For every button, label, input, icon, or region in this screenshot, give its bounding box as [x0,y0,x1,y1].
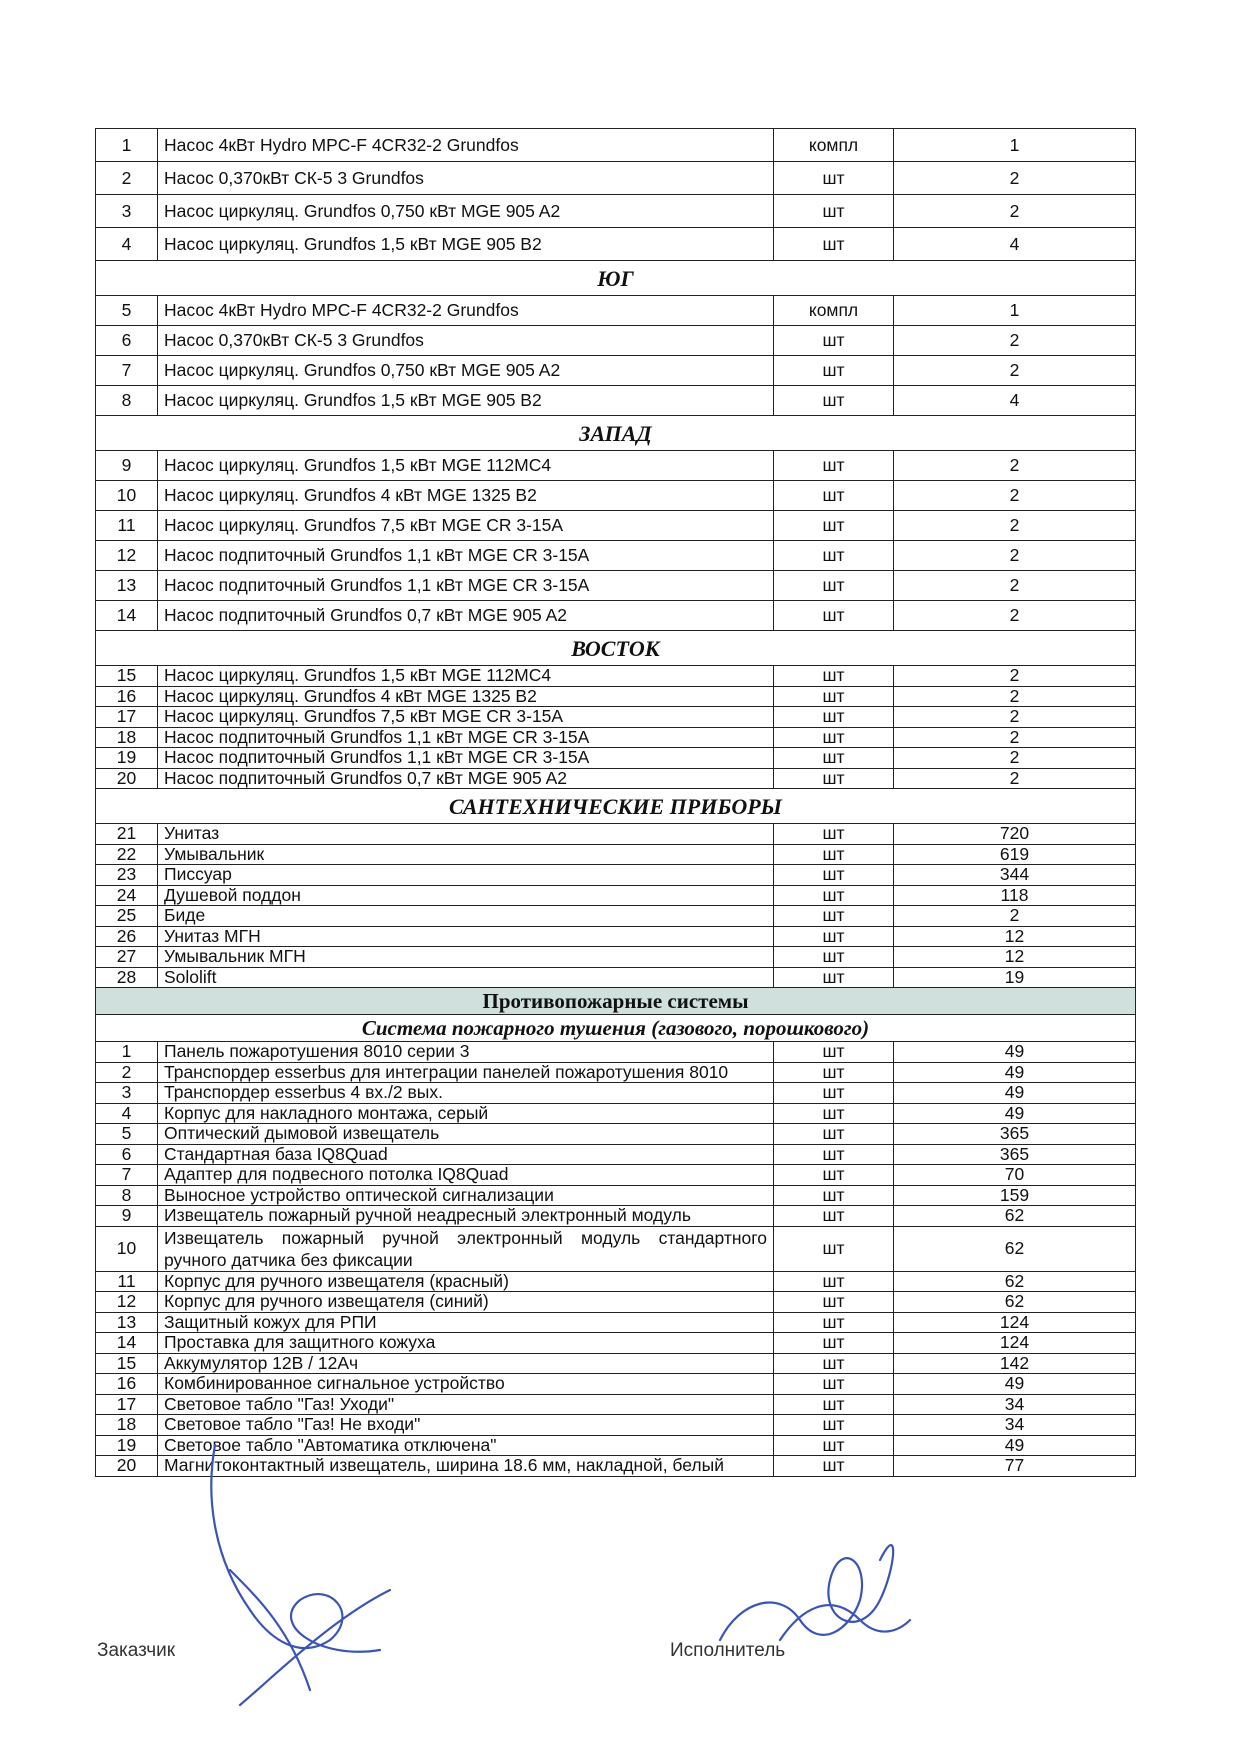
row-number: 5 [96,1124,158,1145]
table-row [96,195,1136,228]
table-row [96,129,1136,162]
section-header-row [96,631,1136,666]
row-number: 12 [96,541,158,571]
table-row [96,1333,1136,1354]
table-row [96,1435,1136,1456]
row-number: 19 [96,1435,158,1456]
row-quantity: 2 [894,768,1136,789]
row-item-name: Насос циркуляц. Grundfos 0,750 кВт MGE 905 A2 [158,356,774,386]
row-unit: шт [774,1124,894,1145]
row-number: 10 [96,481,158,511]
table-row [96,1292,1136,1313]
row-quantity: 142 [894,1353,1136,1374]
table-row [96,1124,1136,1145]
table-row [96,162,1136,195]
row-quantity: 49 [894,1374,1136,1395]
row-quantity: 124 [894,1333,1136,1354]
row-item-name: Корпус для ручного извещателя (красный) [158,1271,774,1292]
row-number: 1 [96,1042,158,1063]
row-quantity: 2 [894,162,1136,195]
row-quantity: 2 [894,571,1136,601]
row-quantity: 344 [894,865,1136,886]
row-unit: шт [774,926,894,947]
table-row [96,511,1136,541]
row-unit: шт [774,326,894,356]
row-item-name: Насос циркуляц. Grundfos 1,5 кВт MGE 905 B2 [158,386,774,416]
row-number: 15 [96,666,158,687]
row-quantity: 34 [894,1394,1136,1415]
row-item-name: Биде [158,906,774,927]
row-unit: шт [774,511,894,541]
table-row [96,768,1136,789]
table-row [96,707,1136,728]
table-row [96,865,1136,886]
row-number: 3 [96,1083,158,1104]
row-item-name: Насос циркуляц. Grundfos 1,5 кВт MGE 112MC4 [158,666,774,687]
table-row [96,1226,1136,1271]
row-number: 18 [96,1415,158,1436]
row-quantity: 1 [894,296,1136,326]
row-unit: шт [774,1415,894,1436]
row-unit: шт [774,707,894,728]
table-row [96,844,1136,865]
table-row [96,1206,1136,1227]
row-unit: шт [774,1394,894,1415]
row-number: 17 [96,707,158,728]
row-number: 4 [96,228,158,261]
row-number: 7 [96,1165,158,1186]
row-item-name: Умывальник МГН [158,947,774,968]
row-unit: шт [774,541,894,571]
row-quantity: 19 [894,967,1136,988]
row-item-name: Световое табло "Газ! Уходи" [158,1394,774,1415]
row-quantity: 365 [894,1124,1136,1145]
row-number: 9 [96,1206,158,1227]
row-item-name: Насос 4кВт Hydro MPC-F 4CR32-2 Grundfos [158,129,774,162]
row-item-name: Световое табло "Автоматика отключена" [158,1435,774,1456]
row-quantity: 62 [894,1226,1136,1271]
row-item-name: Панель пожаротушения 8010 серии 3 [158,1042,774,1063]
section-title: ВОСТОК [96,631,1136,666]
row-number: 1 [96,129,158,162]
row-number: 24 [96,885,158,906]
table-row [96,748,1136,769]
table-row [96,1144,1136,1165]
section-title: САНТЕХНИЧЕСКИЕ ПРИБОРЫ [96,789,1136,824]
row-quantity: 2 [894,666,1136,687]
table-row [96,296,1136,326]
row-number: 2 [96,162,158,195]
row-quantity: 62 [894,1292,1136,1313]
row-number: 7 [96,356,158,386]
row-quantity: 2 [894,601,1136,631]
row-item-name: Насос подпиточный Grundfos 1,1 кВт MGE CR 3-15A [158,541,774,571]
row-number: 20 [96,768,158,789]
section-title: ЗАПАД [96,416,1136,451]
row-number: 4 [96,1103,158,1124]
row-unit: шт [774,162,894,195]
row-item-name: Насос циркуляц. Grundfos 1,5 кВт MGE 905 B2 [158,228,774,261]
row-unit: шт [774,1226,894,1271]
row-quantity: 2 [894,727,1136,748]
row-unit: шт [774,844,894,865]
row-number: 18 [96,727,158,748]
row-number: 20 [96,1456,158,1477]
row-number: 10 [96,1226,158,1271]
row-quantity: 2 [894,686,1136,707]
row-item-name: Транспордер esserbus 4 вх./2 вых. [158,1083,774,1104]
row-item-name: Sololift [158,967,774,988]
row-unit: шт [774,824,894,845]
row-unit: шт [774,906,894,927]
row-unit: шт [774,967,894,988]
row-number: 11 [96,511,158,541]
row-unit: шт [774,1144,894,1165]
row-item-name: Унитаз [158,824,774,845]
row-unit: шт [774,356,894,386]
row-unit: шт [774,1374,894,1395]
contractor-label: Исполнитель [670,1640,786,1661]
row-quantity: 12 [894,926,1136,947]
row-item-name: Адаптер для подвесного потолка IQ8Quad [158,1165,774,1186]
row-item-name: Извещатель пожарный ручной электронный модуль стандартного ручного датчика без фиксации [158,1226,774,1271]
row-unit: шт [774,885,894,906]
row-number: 14 [96,1333,158,1354]
row-unit: шт [774,666,894,687]
section-header-row [96,988,1136,1015]
row-item-name: Стандартная база IQ8Quad [158,1144,774,1165]
row-item-name: Аккумулятор 12В / 12Ач [158,1353,774,1374]
row-number: 27 [96,947,158,968]
row-unit: шт [774,195,894,228]
table-row [96,947,1136,968]
table-row [96,1456,1136,1477]
row-item-name: Световое табло "Газ! Не входи" [158,1415,774,1436]
row-quantity: 118 [894,885,1136,906]
row-unit: шт [774,1042,894,1063]
row-unit: шт [774,1062,894,1083]
table-row [96,1271,1136,1292]
row-unit: шт [774,947,894,968]
row-unit: шт [774,1103,894,1124]
row-unit: шт [774,1312,894,1333]
table-row [96,356,1136,386]
table-row [96,1083,1136,1104]
row-item-name: Насос циркуляц. Grundfos 0,750 кВт MGE 905 A2 [158,195,774,228]
row-quantity: 619 [894,844,1136,865]
row-unit: шт [774,601,894,631]
row-unit: шт [774,1456,894,1477]
row-item-name: Насос 4кВт Hydro MPC-F 4CR32-2 Grundfos [158,296,774,326]
row-quantity: 49 [894,1083,1136,1104]
row-item-name: Насос 0,370кВт СК-5 3 Grundfos [158,326,774,356]
row-item-name: Насос циркуляц. Grundfos 4 кВт MGE 1325 B2 [158,481,774,511]
table-row [96,1312,1136,1333]
table-row [96,1042,1136,1063]
row-unit: шт [774,1333,894,1354]
row-item-name: Защитный кожух для РПИ [158,1312,774,1333]
table-row [96,686,1136,707]
row-quantity: 62 [894,1271,1136,1292]
specification-table-body [96,129,1136,1477]
row-unit: шт [774,1271,894,1292]
row-number: 16 [96,1374,158,1395]
row-quantity: 2 [894,195,1136,228]
table-row [96,228,1136,261]
row-unit: шт [774,1435,894,1456]
table-row [96,601,1136,631]
row-quantity: 2 [894,511,1136,541]
row-quantity: 49 [894,1042,1136,1063]
row-unit: шт [774,1185,894,1206]
row-quantity: 49 [894,1103,1136,1124]
table-row [96,1062,1136,1083]
row-number: 5 [96,296,158,326]
category-title: Противопожарные системы [96,988,1136,1015]
row-item-name: Насос подпиточный Grundfos 0,7 кВт MGE 905 A2 [158,601,774,631]
row-quantity: 2 [894,451,1136,481]
table-row [96,1374,1136,1395]
subcategory-title: Система пожарного тушения (газового, порошкового) [96,1015,1136,1042]
row-number: 13 [96,1312,158,1333]
table-row [96,451,1136,481]
row-quantity: 2 [894,707,1136,728]
row-quantity: 1 [894,129,1136,162]
row-number: 9 [96,451,158,481]
row-item-name: Насос подпиточный Grundfos 1,1 кВт MGE CR 3-15A [158,727,774,748]
section-header-row [96,416,1136,451]
row-item-name: Корпус для ручного извещателя (синий) [158,1292,774,1313]
table-row [96,727,1136,748]
row-quantity: 720 [894,824,1136,845]
table-row [96,1103,1136,1124]
customer-signature-icon [211,1445,390,1705]
table-row [96,326,1136,356]
table-row [96,541,1136,571]
table-row [96,1185,1136,1206]
row-item-name: Насос циркуляц. Grundfos 1,5 кВт MGE 112MC4 [158,451,774,481]
section-header-row [96,789,1136,824]
row-quantity: 124 [894,1312,1136,1333]
row-unit: шт [774,571,894,601]
row-item-name: Насос циркуляц. Grundfos 7,5 кВт MGE CR 3-15A [158,511,774,541]
row-unit: шт [774,1206,894,1227]
row-number: 17 [96,1394,158,1415]
row-item-name: Выносное устройство оптической сигнализации [158,1185,774,1206]
table-row [96,571,1136,601]
table-row [96,885,1136,906]
row-quantity: 2 [894,906,1136,927]
table-row [96,1165,1136,1186]
row-number: 21 [96,824,158,845]
table-row [96,1394,1136,1415]
table-row [96,824,1136,845]
row-unit: компл [774,296,894,326]
row-quantity: 12 [894,947,1136,968]
row-quantity: 159 [894,1185,1136,1206]
row-quantity: 2 [894,541,1136,571]
row-quantity: 4 [894,386,1136,416]
table-row [96,481,1136,511]
row-number: 14 [96,601,158,631]
row-number: 25 [96,906,158,927]
row-unit: шт [774,727,894,748]
row-unit: шт [774,1165,894,1186]
row-quantity: 49 [894,1435,1136,1456]
row-number: 8 [96,386,158,416]
table-row [96,926,1136,947]
row-number: 28 [96,967,158,988]
row-unit: шт [774,451,894,481]
row-item-name: Транспордер esserbus для интеграции панелей пожаротушения 8010 [158,1062,774,1083]
row-unit: шт [774,1353,894,1374]
row-item-name: Душевой поддон [158,885,774,906]
row-quantity: 77 [894,1456,1136,1477]
row-number: 8 [96,1185,158,1206]
section-header-row [96,261,1136,296]
table-row [96,666,1136,687]
customer-label: Заказчик [97,1640,176,1661]
row-unit: шт [774,386,894,416]
table-row [96,386,1136,416]
row-number: 23 [96,865,158,886]
row-number: 11 [96,1271,158,1292]
row-unit: шт [774,686,894,707]
row-quantity: 2 [894,326,1136,356]
row-number: 26 [96,926,158,947]
row-item-name: Магнитоконтактный извещатель, ширина 18.6 мм, накладной, белый [158,1456,774,1477]
table-row [96,1353,1136,1374]
row-number: 16 [96,686,158,707]
row-item-name: Насос циркуляц. Grundfos 4 кВт MGE 1325 B2 [158,686,774,707]
row-quantity: 4 [894,228,1136,261]
row-quantity: 62 [894,1206,1136,1227]
row-number: 6 [96,326,158,356]
row-number: 2 [96,1062,158,1083]
row-quantity: 365 [894,1144,1136,1165]
row-number: 15 [96,1353,158,1374]
row-unit: шт [774,1292,894,1313]
row-number: 13 [96,571,158,601]
row-unit: шт [774,748,894,769]
table-row [96,906,1136,927]
row-item-name: Насос подпиточный Grundfos 1,1 кВт MGE CR 3-15A [158,571,774,601]
row-item-name: Насос подпиточный Grundfos 0,7 кВт MGE 905 A2 [158,768,774,789]
row-number: 3 [96,195,158,228]
row-item-name: Насос подпиточный Grundfos 1,1 кВт MGE CR 3-15A [158,748,774,769]
row-quantity: 49 [894,1062,1136,1083]
row-unit: компл [774,129,894,162]
row-item-name: Умывальник [158,844,774,865]
row-item-name: Оптический дымовой извещатель [158,1124,774,1145]
row-quantity: 2 [894,481,1136,511]
row-item-name: Унитаз МГН [158,926,774,947]
section-header-row [96,1015,1136,1042]
row-number: 12 [96,1292,158,1313]
contractor-signature-icon [720,1545,910,1640]
row-item-name: Извещатель пожарный ручной неадресный электронный модуль [158,1206,774,1227]
row-item-name: Насос циркуляц. Grundfos 7,5 кВт MGE CR 3-15A [158,707,774,728]
row-quantity: 2 [894,748,1136,769]
specification-table [95,128,1136,1477]
row-unit: шт [774,481,894,511]
table-row [96,967,1136,988]
row-unit: шт [774,228,894,261]
row-number: 6 [96,1144,158,1165]
table-row [96,1415,1136,1436]
row-item-name: Корпус для накладного монтажа, серый [158,1103,774,1124]
row-quantity: 70 [894,1165,1136,1186]
row-unit: шт [774,1083,894,1104]
row-item-name: Насос 0,370кВт СК-5 3 Grundfos [158,162,774,195]
row-number: 22 [96,844,158,865]
row-number: 19 [96,748,158,769]
row-item-name: Проставка для защитного кожуха [158,1333,774,1354]
section-title: ЮГ [96,261,1136,296]
row-item-name: Писсуар [158,865,774,886]
row-unit: шт [774,768,894,789]
row-unit: шт [774,865,894,886]
row-quantity: 2 [894,356,1136,386]
row-item-name: Комбинированное сигнальное устройство [158,1374,774,1395]
row-quantity: 34 [894,1415,1136,1436]
